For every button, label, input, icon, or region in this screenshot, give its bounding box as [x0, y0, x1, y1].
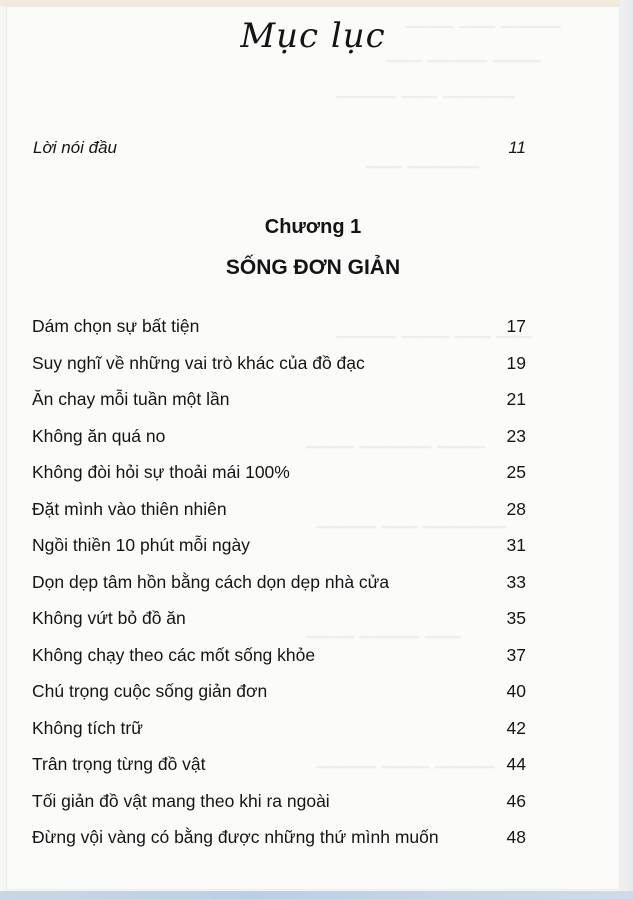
- chapter-number: Chương 1: [264, 216, 362, 238]
- toc-entry-page: 46: [506, 790, 526, 811]
- toc-entry-page: 40: [506, 681, 526, 701]
- toc-entry: [32, 783, 526, 820]
- toc-entry-title: Không ăn quá no: [32, 425, 166, 446]
- toc-entry-title: Không tích trữ: [32, 717, 143, 738]
- toc-entry: [32, 308, 526, 345]
- toc-entry: [32, 710, 526, 747]
- toc-entry: [32, 600, 526, 637]
- toc-entry: [32, 418, 526, 455]
- document-page: ▔▔▔▔ ▔▔▔ ▔▔▔▔▔ ▔▔▔ ▔▔▔▔▔ ▔▔▔▔ ▔▔▔▔▔ ▔▔▔ ▔▔▔▔▔▔ ▔▔▔ ▔▔▔▔▔▔ ▔▔▔▔▔ ▔▔▔▔ ▔▔▔ ▔▔▔ ▔▔▔▔ ▔▔▔▔▔▔ ▔▔▔▔ ▔▔▔▔▔ ▔▔▔ ▔▔▔▔▔▔▔ ▔▔▔▔ ▔▔▔▔▔ ▔▔▔ ▔▔▔▔▔ ▔▔▔▔ ▔▔▔▔▔ Mục lục Lời nói đầu 11 Chương 1 SỐNG ĐƠN GIẢN Dám chọn sự bất tiện 17 Suy nghĩ về những vai trò khác của đồ đạc 19 Ăn chay mỗi tuần một lần 21 Không ăn quá no 23 Không đòi hỏi sự thoải mái 100% 25 Đặt mình vào thiên nhiên 28 Ngồi thiền 10 phút mỗi ngày 31 Dọn dẹp tâm hồn bằng cách dọn dẹp nhà cửa 33 Không vứt bỏ đồ ăn 35 Không chạy theo các mốt sống khỏe 37 Chú trọng cuộc sống giản đơn 40 Không tích trữ 42 Trân trọng từng đồ vật 44 Tối giản đồ vật mang theo khi ra ngoài 46 Đừng vội vàng có bằng được những thứ mình muốn 48: [6, 6, 620, 890]
- toc-entry-page: 17: [506, 316, 526, 336]
- toc-entry: [32, 454, 526, 491]
- toc-entry-title: Trân trọng từng đồ vật: [32, 754, 206, 774]
- toc-entry: [32, 345, 526, 382]
- preface-page-number: 11: [508, 138, 526, 157]
- toc-entry-title: Ngồi thiền 10 phút mỗi ngày: [32, 535, 250, 555]
- toc-entry-page: 31: [506, 535, 526, 555]
- toc-entry-page: 28: [506, 498, 526, 519]
- toc-entry-page: 25: [506, 462, 526, 482]
- toc-entry: [32, 527, 526, 564]
- chapter-title: SỐNG ĐƠN GIẢN: [225, 256, 401, 279]
- toc-entry-title: Chú trọng cuộc sống giản đơn: [32, 681, 268, 701]
- toc-entry-page: 33: [506, 571, 526, 592]
- toc-entry-title: Dám chọn sự bất tiện: [32, 316, 200, 336]
- preface-title: Lời nói đầu: [33, 138, 118, 157]
- toc-entry-title: Không vứt bỏ đồ ăn: [32, 608, 186, 628]
- toc-entry-page: 23: [506, 425, 526, 446]
- bottom-edge: [0, 891, 633, 899]
- toc-entry-page: 35: [506, 608, 526, 628]
- toc-entry-title: Đặt mình vào thiên nhiên: [32, 498, 227, 519]
- toc-entry: [32, 637, 526, 674]
- toc-entry-title: Không chạy theo các mốt sống khỏe: [32, 644, 316, 665]
- toc-entry-page: 48: [506, 827, 526, 847]
- toc-entry: [32, 381, 526, 418]
- preface-entry: [33, 138, 526, 158]
- toc-entry-title: Không đòi hỏi sự thoải mái 100%: [32, 462, 290, 482]
- toc-entry-page: 19: [506, 352, 526, 373]
- toc-entry: [32, 491, 526, 528]
- toc-entry-title: Tối giản đồ vật mang theo khi ra ngoài: [32, 790, 330, 811]
- toc-entry: [32, 819, 526, 856]
- toc-entry-title: Ăn chay mỗi tuần một lần: [32, 389, 230, 409]
- toc-list: [32, 308, 526, 856]
- toc-entry-page: 44: [506, 754, 526, 774]
- toc-entry: [32, 673, 526, 710]
- toc-entry-page: 21: [506, 389, 526, 409]
- page-title: Mục lục: [240, 16, 386, 56]
- toc-entry: [32, 564, 526, 601]
- toc-entry-title: Dọn dẹp tâm hồn bằng cách dọn dẹp nhà cửa: [32, 571, 390, 592]
- toc-entry-page: 42: [506, 717, 526, 738]
- toc-entry-title: Đừng vội vàng có bằng được những thứ mình muốn: [32, 827, 439, 847]
- toc-entry-page: 37: [506, 644, 526, 665]
- toc-entry: [32, 746, 526, 783]
- right-edge: [620, 0, 633, 899]
- toc-entry-title: Suy nghĩ về những vai trò khác của đồ đạc: [32, 352, 365, 373]
